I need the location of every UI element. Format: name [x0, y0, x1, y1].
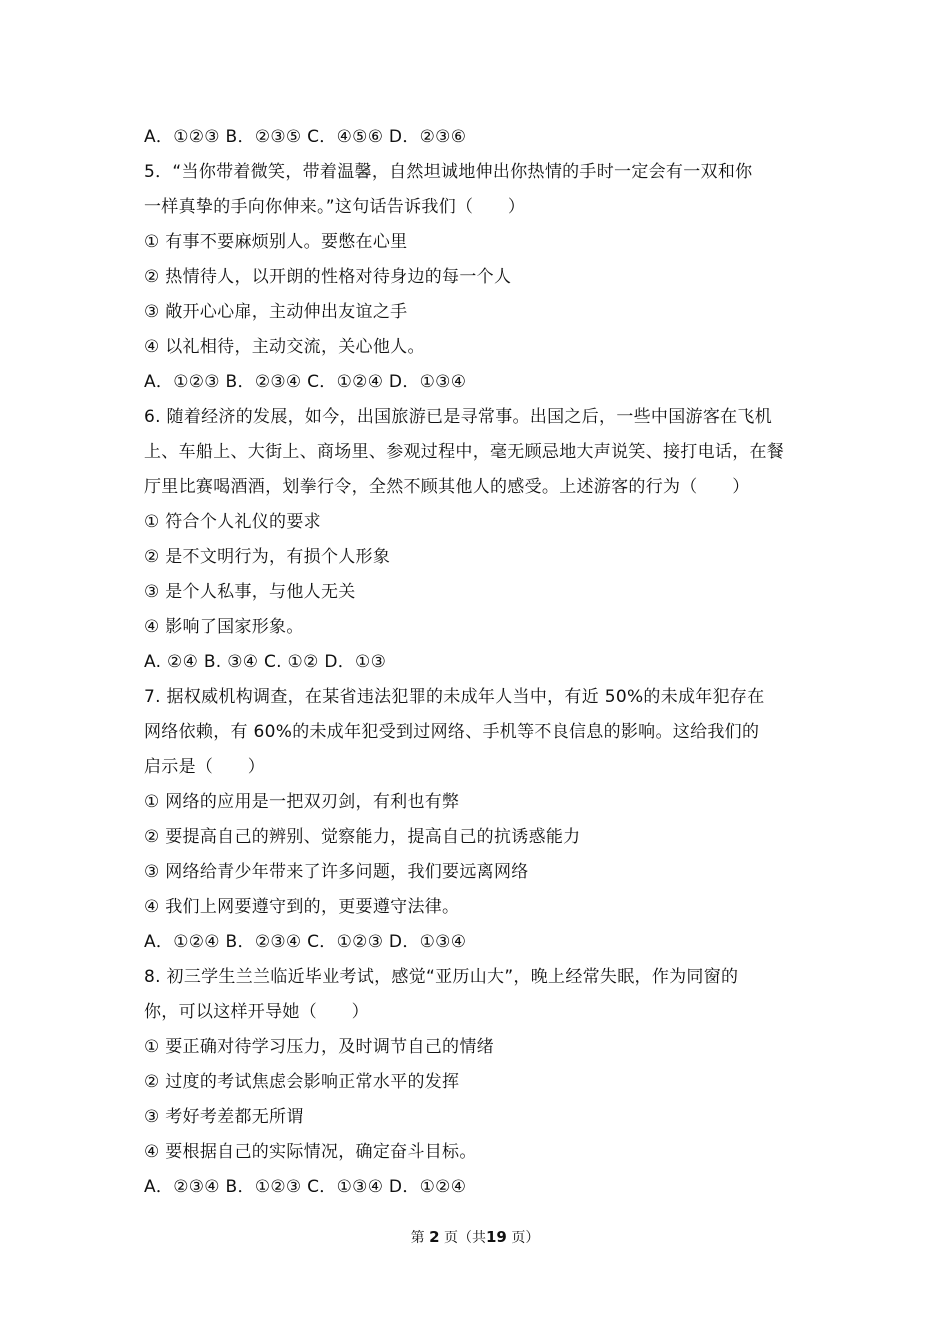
- question-7-stem: 网络依赖，有 60%的未成年犯受到过网络、手机等不良信息的影响。这给我们的: [144, 722, 760, 742]
- footer-suffix: 页）: [511, 1230, 540, 1246]
- answer-options-q7: A．①②④ B．②③④ C．①②③ D．①③④: [144, 932, 467, 952]
- question-7-item: ③ 网络给青少年带来了许多问题，我们要远离网络: [144, 862, 529, 882]
- answer-options-q5: A．①②③ B．②③④ C．①②④ D．①③④: [144, 372, 467, 392]
- question-8-stem: 8. 初三学生兰兰临近毕业考试，感觉“亚历山大”，晚上经常失眠，作为同窗的: [144, 967, 739, 987]
- question-content: [144, 120, 810, 1205]
- question-7-stem: 7. 据权威机构调查，在某省违法犯罪的未成年人当中，有近 50%的未成年犯存在: [144, 687, 765, 707]
- page-footer: [0, 1227, 950, 1247]
- footer-prefix: 第: [410, 1230, 425, 1246]
- page-number: 2: [429, 1228, 440, 1246]
- question-6-item: ② 是不文明行为，有损个人形象: [144, 547, 391, 567]
- question-8-item: ④ 要根据自己的实际情况，确定奋斗目标。: [144, 1142, 477, 1162]
- total-pages: 19: [486, 1228, 507, 1246]
- question-8-item: ① 要正确对待学习压力，及时调节自己的情绪: [144, 1037, 494, 1057]
- question-7-stem: 启示是（ ）: [144, 757, 266, 777]
- question-7-item: ④ 我们上网要遵守到的，更要遵守法律。: [144, 897, 460, 917]
- question-8-item: ③ 考好考差都无所谓: [144, 1107, 304, 1127]
- answer-options-q8: A．②③④ B．①②③ C．①③④ D．①②④: [144, 1177, 467, 1197]
- question-8-stem: 你，可以这样开导她（ ）: [144, 1002, 369, 1022]
- question-6-item: ④ 影响了国家形象。: [144, 617, 304, 637]
- question-5-item: ② 热情待人，以开朗的性格对待身边的每一个人: [144, 267, 512, 287]
- question-6-stem: 厅里比赛喝酒酒，划拳行令，全然不顾其他人的感受。上述游客的行为（ ）: [144, 477, 750, 497]
- question-5-stem: 一样真挚的手向你伸来。”这句话告诉我们（ ）: [144, 197, 526, 217]
- question-7-item: ② 要提高自己的辨别、觉察能力，提高自己的抗诱惑能力: [144, 827, 581, 847]
- question-6-stem: 上、车船上、大街上、商场里、参观过程中，毫无顾忌地大声说笑、接打电话，在餐: [144, 442, 785, 462]
- answer-options-q6: A. ②④ B. ③④ C. ①② D．①③: [144, 652, 387, 672]
- question-8-item: ② 过度的考试焦虑会影响正常水平的发挥: [144, 1072, 460, 1092]
- answer-options-q4: A．①②③ B．②③⑤ C．④⑤⑥ D．②③⑥: [144, 127, 467, 147]
- question-5-item: ③ 敞开心心扉，主动伸出友谊之手: [144, 302, 408, 322]
- question-6-stem: 6. 随着经济的发展，如今，出国旅游已是寻常事。出国之后，一些中国游客在飞机: [144, 407, 773, 427]
- question-7-item: ① 网络的应用是一把双刃剑，有利也有弊: [144, 792, 460, 812]
- question-6-item: ① 符合个人礼仪的要求: [144, 512, 321, 532]
- question-5-item: ① 有事不要麻烦别人。要憋在心里: [144, 232, 408, 252]
- footer-middle: 页（共: [444, 1230, 486, 1246]
- question-5-item: ④ 以礼相待，主动交流，关心他人。: [144, 337, 425, 357]
- question-6-item: ③ 是个人私事，与他人无关: [144, 582, 356, 602]
- question-5-stem: 5．“当你带着微笑，带着温馨，自然坦诚地伸出你热情的手时一定会有一双和你: [144, 162, 753, 182]
